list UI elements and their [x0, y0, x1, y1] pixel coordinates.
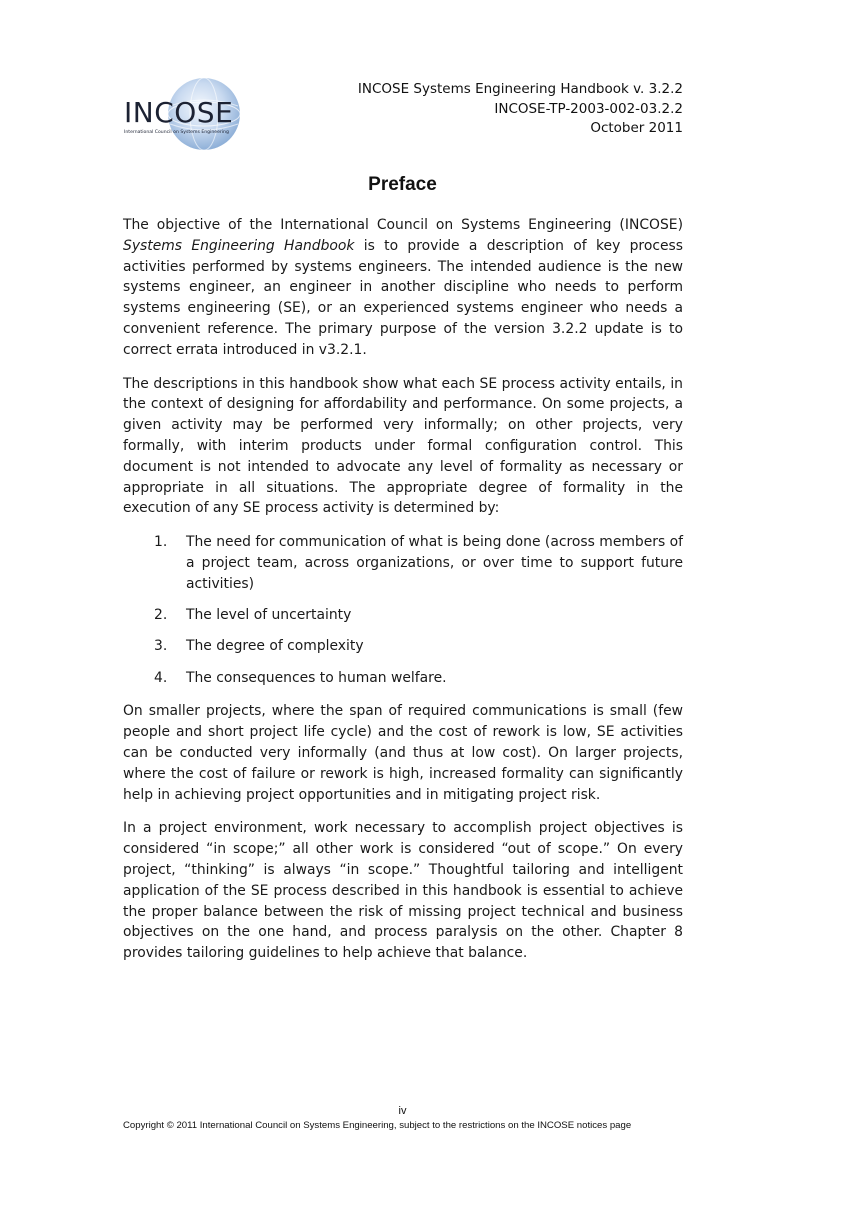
paragraph-project-size: On smaller projects, where the span of required communications is small (few people and short project life cycle) and the cost of rework is low, SE activities can be conducted very informally (and thus at low cost). On larger projects, where the cost of failure or rework is high, increased formality can significantly help in achieving project opportunities and in mitigating project risk.: [123, 703, 683, 803]
page-number: iv: [398, 1105, 407, 1117]
header-date: October 2011: [590, 120, 683, 136]
header-document-number: INCOSE-TP-2003-002-03.2.2: [494, 100, 683, 117]
paragraph-descriptions: The descriptions in this handbook show what each SE process activity entails, in the context of designing for affordability and performance. On some projects, a given activity may be performed very informally; on other projects, very formally, with interim products under formal configuration control. This document is not intended to advocate any level of formality as necessary or appropriate in all situations. The appropriate degree of formality in the execution of any SE process activity is determined by:: [123, 375, 683, 517]
list-item: [123, 605, 683, 626]
list-number: 2.: [154, 607, 168, 624]
list-number: 1.: [154, 534, 168, 551]
incose-logo: [120, 76, 242, 154]
paragraph-scope: In a project environment, work necessary to accomplish project objectives is considered “in scope;” all other work is considered “out of scope.” On every project, “thinking” is always “in scope.” Thoughtful tailoring and intelligent application of the SE process described in this handbook is essential to achieve the proper balance between the risk of missing project technical and business objectives on the one hand, and process paralysis on the other. Chapter 8 provides tailoring guidelines to help achieve that balance.: [123, 820, 683, 962]
list-text: The need for communication of what is being done (across members of a project team, across organizations, or over time to support future activities): [186, 534, 684, 592]
page-title: Preface: [368, 174, 437, 195]
logo-wordmark: INCOSE: [124, 96, 234, 129]
list-number: 3.: [154, 638, 168, 655]
list-item: [123, 636, 683, 657]
list-item: [123, 668, 683, 689]
logo-subtitle: International Council on Systems Engineering: [124, 130, 229, 135]
list-item: [123, 532, 683, 594]
paragraph-text: The objective of the International Council on Systems Engineering (INCOSE): [123, 217, 683, 233]
paragraph-objective: [123, 215, 683, 361]
formality-factors-list: [123, 532, 683, 688]
header-handbook-version: INCOSE Systems Engineering Handbook v. 3.2.2: [357, 81, 683, 97]
list-number: 4.: [154, 669, 168, 686]
list-text: The level of uncertainty: [186, 607, 352, 624]
document-header: [358, 80, 683, 139]
handbook-title-italic: Systems Engineering Handbook: [123, 237, 355, 254]
paragraph-text: is to provide a description of key process activities performed by systems engineers. The intended audience is the new systems engineer, an engineer in another discipline who needs to perform systems engineering (SE), or an experienced systems engineer who needs a convenient reference. The primary purpose of the version 3.2.2 update is to correct errata introduced in v3.2.1.: [123, 237, 683, 358]
list-text: The consequences to human welfare.: [186, 669, 447, 686]
preface-body: [123, 215, 683, 977]
copyright-notice: Copyright © 2011 International Council on Systems Engineering, subject to the restrictions on the INCOSE notices page: [123, 1120, 632, 1131]
list-text: The degree of complexity: [186, 638, 364, 655]
